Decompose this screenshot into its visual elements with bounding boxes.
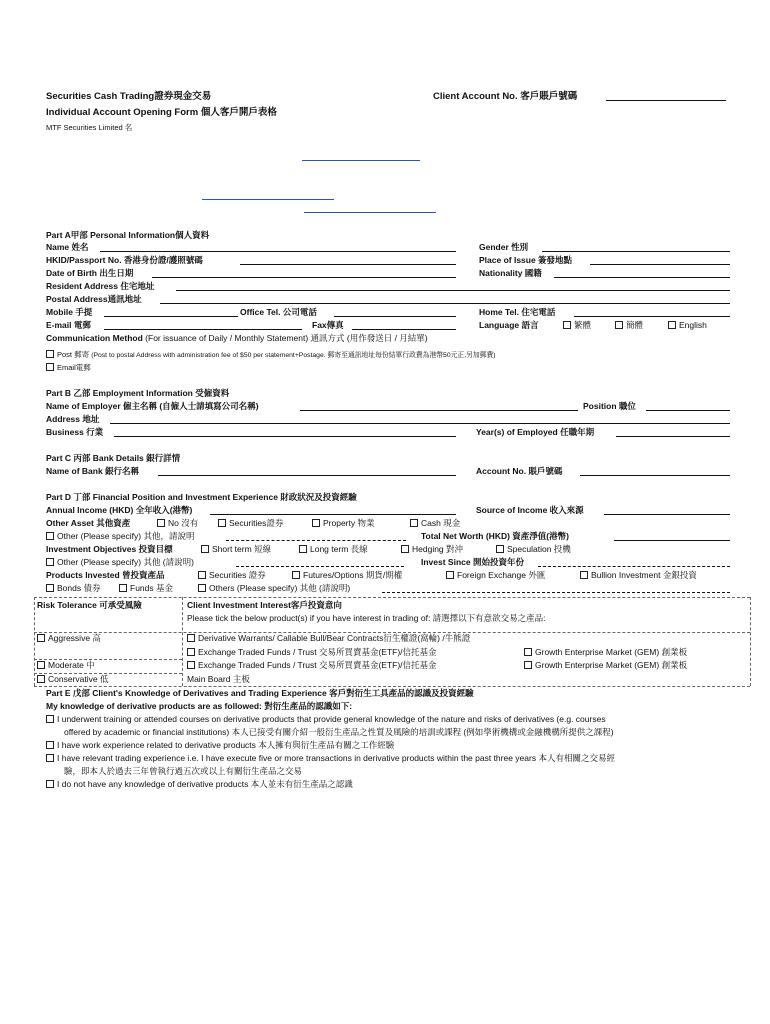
interest-main-board: Main Board 主板: [187, 674, 250, 684]
asset-property-text: Property 物業: [323, 518, 375, 528]
lang-en-option[interactable]: [668, 321, 707, 330]
interest-gem1-checkbox[interactable]: [524, 648, 532, 656]
obj-other-option[interactable]: [46, 558, 194, 567]
asset-other-field[interactable]: [226, 540, 406, 541]
email-label: E-mail 電郵: [46, 320, 91, 330]
table-border-left: [34, 597, 35, 686]
risk-tolerance-heading: Risk Tolerance 可承受風險: [37, 600, 142, 610]
interest-derivative-option[interactable]: [187, 634, 470, 643]
prod-others-option[interactable]: [198, 584, 350, 593]
asset-securities-option[interactable]: [218, 519, 283, 528]
lang-simp-option[interactable]: [615, 321, 643, 330]
email-option[interactable]: [46, 363, 91, 372]
knowledge-item-1-cont: offered by academic or financial institutions) 本人已接受有關介紹一般衍生產品之性質及風險的培訓或課程 (例如學術機構或金融機構所提供之課程): [64, 727, 614, 737]
invest-since-label: Invest Since 開始投資年份: [421, 557, 524, 567]
email-option-text: Email電郵: [57, 363, 91, 372]
prod-securities-text: Securities 證券: [209, 570, 266, 580]
prod-funds-text: Funds 基金: [130, 583, 173, 593]
risk-aggressive-text: Aggressive 高: [48, 633, 101, 643]
total-net-worth-field[interactable]: [614, 540, 730, 541]
obj-long-text: Long term 長線: [310, 544, 368, 554]
asset-cash-checkbox[interactable]: [410, 519, 418, 527]
prod-others-checkbox[interactable]: [198, 584, 206, 592]
employer-field[interactable]: [300, 410, 578, 411]
obj-long-checkbox[interactable]: [299, 545, 307, 553]
office-tel-label: Office Tel. 公司電話: [240, 307, 317, 317]
risk-conservative-option[interactable]: [37, 675, 108, 684]
products-invested-label: Products Invested 曾投資產品: [46, 570, 165, 580]
comm-method-row: [46, 334, 428, 343]
part-e-heading: Part E 戊部 Client's Knowledge of Derivatives and Trading Experience 客戶對衍生工具產品的認識及投資經驗: [46, 688, 474, 698]
interest-gem2-checkbox[interactable]: [524, 661, 532, 669]
annual-income-label: Annual Income (HKD) 全年收入(港幣): [46, 505, 193, 515]
knowledge-item-4-checkbox[interactable]: [46, 780, 54, 788]
knowledge-item-3[interactable]: [46, 754, 615, 763]
post-checkbox[interactable]: [46, 350, 54, 358]
business-field[interactable]: [114, 436, 456, 437]
bank-name-field[interactable]: [158, 475, 456, 476]
name-field[interactable]: [100, 251, 456, 252]
prod-bonds-checkbox[interactable]: [46, 584, 54, 592]
knowledge-item-3-text: I have relevant trading experience i.e. I have execute five or more transactions in derivative products within the past three years 本人有相關之交易經: [57, 753, 615, 763]
fax-field[interactable]: [352, 329, 456, 330]
knowledge-item-2-checkbox[interactable]: [46, 741, 54, 749]
form-subtitle: Individual Account Opening Form 個人客戶開戶表格: [46, 107, 277, 118]
knowledge-item-3-cont: 驗，即本人於過去三年曾執行過五次或以上有關衍生產品之交易: [64, 766, 303, 776]
place-issue-label: Place of Issue 簽發地點: [479, 255, 573, 265]
home-tel-field[interactable]: [574, 316, 730, 317]
knowledge-item-4[interactable]: [46, 780, 353, 789]
obj-spec-text: Speculation 投機: [507, 544, 571, 554]
lang-trad-text: 繁體: [574, 320, 592, 330]
asset-cash-option[interactable]: [410, 519, 460, 528]
prod-futures-option[interactable]: [292, 571, 402, 580]
obj-other-checkbox[interactable]: [46, 558, 54, 566]
interest-etf2-checkbox[interactable]: [187, 661, 195, 669]
inv-objectives-label: Investment Objectives 投資目標: [46, 544, 173, 554]
risk-conservative-checkbox[interactable]: [37, 675, 45, 683]
lang-en-checkbox[interactable]: [668, 321, 676, 329]
blue-rule-3: [304, 212, 436, 213]
client-account-field[interactable]: [606, 100, 726, 101]
blue-rule-2: [202, 199, 334, 200]
form-title: Securities Cash Trading證券現金交易: [46, 91, 212, 102]
mobile-field[interactable]: [104, 316, 238, 317]
office-tel-field[interactable]: [334, 316, 456, 317]
asset-other-checkbox[interactable]: [46, 532, 54, 540]
obj-hedging-checkbox[interactable]: [401, 545, 409, 553]
interest-etf2-text: Exchange Traded Funds / Trust 交易所買賣基金(ETF)/信托基金: [198, 660, 437, 670]
part-d-heading: Part D 丁部 Financial Position and Investment Experience 財政狀況及投資經驗: [46, 492, 357, 502]
knowledge-item-4-text: I do not have any knowledge of derivative products 本人並未有衍生產品之認識: [57, 779, 353, 789]
obj-other-field[interactable]: [236, 566, 404, 567]
prod-fx-option[interactable]: [446, 571, 545, 580]
language-label: Language 語言: [479, 320, 539, 330]
risk-moderate-checkbox[interactable]: [37, 661, 45, 669]
obj-hedging-text: Hedging 對沖: [412, 544, 464, 554]
table-border-top: [34, 597, 750, 598]
interest-subheading: Please tick the below product(s) if you have interest in trading of: 請選擇以下有意欲交易之產品:: [187, 613, 546, 623]
knowledge-item-2[interactable]: [46, 741, 394, 750]
prod-others-text: Others (Please specify) 其他 (請說明): [209, 583, 351, 593]
obj-short-option[interactable]: [201, 545, 271, 554]
interest-gem2-text: Growth Enterprise Market (GEM) 創業板: [535, 660, 688, 670]
part-e-subheading: My knowledge of derivative products are as followed: 對衍生產品的認識如下:: [46, 701, 353, 711]
post-option-text: Post 郵寄: [57, 350, 90, 359]
company-name: MTF Securities Limited 名: [46, 123, 133, 132]
asset-property-option[interactable]: [312, 519, 375, 528]
lang-simp-text: 簡體: [626, 320, 644, 330]
interest-derivative-text: Derivative Warrants/ Callable Bull/Bear Contracts衍生權證(窩輪) /牛熊證: [198, 633, 471, 643]
address-field[interactable]: [110, 423, 730, 424]
table-border-bottom: [34, 686, 750, 687]
fax-label: Fax傳真: [312, 320, 344, 330]
prod-funds-checkbox[interactable]: [119, 584, 127, 592]
postal-address-label: Postal Address通訊地址: [46, 294, 142, 304]
email-checkbox[interactable]: [46, 363, 54, 371]
nationality-label: Nationality 國籍: [479, 268, 542, 278]
invest-since-field[interactable]: [538, 566, 730, 567]
name-label: Name 姓名: [46, 242, 89, 252]
interest-gem1-text: Growth Enterprise Market (GEM) 創業板: [535, 647, 688, 657]
post-option[interactable]: [46, 350, 496, 360]
lang-simp-checkbox[interactable]: [615, 321, 623, 329]
table-border-right: [750, 597, 751, 686]
risk-moderate-option[interactable]: [37, 661, 95, 670]
lang-trad-checkbox[interactable]: [563, 321, 571, 329]
dob-field[interactable]: [152, 277, 456, 278]
source-income-field[interactable]: [604, 514, 730, 515]
obj-long-option[interactable]: [299, 545, 368, 554]
comm-method-note: (For issuance of Daily / Monthly Statement) 通訊方式 (用作發送日 / 月結單): [142, 333, 428, 343]
interest-etf2-option[interactable]: [187, 661, 437, 670]
account-no-label: Account No. 賬戶號碼: [476, 466, 563, 476]
lang-trad-option[interactable]: [563, 321, 591, 330]
asset-no-checkbox[interactable]: [157, 519, 165, 527]
interest-etf1-text: Exchange Traded Funds / Trust 交易所買賣基金(ETF)/信托基金: [198, 647, 437, 657]
risk-aggressive-checkbox[interactable]: [37, 634, 45, 642]
bank-name-label: Name of Bank 銀行名稱: [46, 466, 140, 476]
email-field[interactable]: [104, 329, 302, 330]
years-employed-field[interactable]: [616, 436, 730, 437]
asset-no-text: No 沒有: [168, 518, 199, 528]
obj-hedging-option[interactable]: [401, 545, 463, 554]
knowledge-item-1[interactable]: [46, 715, 606, 724]
interest-gem1-option[interactable]: [524, 648, 687, 657]
years-employed-label: Year(s) of Employed 任職年期: [476, 427, 595, 437]
obj-other-text: Other (Please specify) 其他 (請說明): [57, 557, 194, 567]
hkid-field[interactable]: [240, 264, 456, 265]
table-border-mid: [182, 597, 183, 686]
home-tel-label: Home Tel. 住宅電話: [479, 307, 556, 317]
prod-securities-checkbox[interactable]: [198, 571, 206, 579]
risk-aggressive-option[interactable]: [37, 634, 101, 643]
prod-bonds-text: Bonds 債券: [57, 583, 101, 593]
prod-futures-checkbox[interactable]: [292, 571, 300, 579]
interest-etf1-checkbox[interactable]: [187, 648, 195, 656]
prod-funds-option[interactable]: [119, 584, 173, 593]
gender-label: Gender 性別: [479, 242, 529, 252]
part-b-heading: Part B 乙部 Employment Information 受僱資料: [46, 388, 230, 398]
account-no-field[interactable]: [580, 475, 730, 476]
client-account-label: Client Account No. 客戶賬戶號碼: [433, 91, 578, 102]
obj-spec-checkbox[interactable]: [496, 545, 504, 553]
prod-bullion-checkbox[interactable]: [580, 571, 588, 579]
gender-field[interactable]: [542, 251, 730, 252]
obj-spec-option[interactable]: [496, 545, 571, 554]
asset-other-text: Other (Please specify) 其他，請說明: [57, 531, 195, 541]
hkid-label: HKID/Passport No. 香港身份證/護照號碼: [46, 255, 203, 265]
asset-property-checkbox[interactable]: [312, 519, 320, 527]
knowledge-item-1-checkbox[interactable]: [46, 715, 54, 723]
asset-securities-checkbox[interactable]: [218, 519, 226, 527]
address-label: Address 地址: [46, 414, 100, 424]
risk-conservative-text: Conservative 低: [48, 674, 109, 684]
knowledge-item-1-text: I underwent training or attended courses on derivative products that provide general knowledge of the nature and risks of derivatives (e.g. courses: [57, 714, 606, 724]
part-a-heading: Part A甲部 Personal Information個人資料: [46, 230, 210, 240]
prod-fx-text: Foreign Exchange 外匯: [457, 570, 546, 580]
prod-bullion-option[interactable]: [580, 571, 697, 580]
source-income-label: Source of Income 收入來源: [476, 505, 584, 515]
asset-no-option[interactable]: [157, 519, 198, 528]
obj-short-checkbox[interactable]: [201, 545, 209, 553]
interest-gem2-option[interactable]: [524, 661, 687, 670]
business-label: Business 行業: [46, 427, 104, 437]
mobile-label: Mobile 手提: [46, 307, 93, 317]
annual-income-field[interactable]: [210, 514, 456, 515]
asset-securities-text: Securities證券: [229, 518, 284, 528]
obj-short-text: Short term 短線: [212, 544, 272, 554]
knowledge-item-3-checkbox[interactable]: [46, 754, 54, 762]
prod-fx-checkbox[interactable]: [446, 571, 454, 579]
prod-securities-option[interactable]: [198, 571, 266, 580]
employer-label: Name of Employer 僱主名稱 (自僱人士請填寫公司名稱): [46, 401, 259, 411]
position-field[interactable]: [646, 410, 730, 411]
other-asset-label: Other Asset 其他資產: [46, 518, 131, 528]
post-option-note: (Post to postal Address with administration fee of $50 per statement+Postage. 郵寄至通訊地址每份結單行政費為港幣50元正,另加郵費): [91, 352, 496, 359]
prod-others-field[interactable]: [382, 592, 730, 593]
nationality-field[interactable]: [554, 277, 730, 278]
asset-cash-text: Cash 現金: [421, 518, 461, 528]
part-c-heading: Part C 丙部 Bank Details 銀行詳情: [46, 453, 181, 463]
comm-method-label: Communication Method: [46, 333, 143, 343]
resident-address-label: Resident Address 住宅地址: [46, 281, 155, 291]
resident-address-field[interactable]: [176, 290, 730, 291]
place-issue-field[interactable]: [590, 264, 730, 265]
lang-en-text: English: [679, 320, 707, 330]
knowledge-item-2-text: I have work experience related to derivative products 本人擁有與衍生產品有關之工作經驗: [57, 740, 395, 750]
asset-other-option[interactable]: [46, 532, 194, 541]
position-label: Position 職位: [583, 401, 636, 411]
interest-heading: Client Investment Interest客戶投資意向: [187, 600, 342, 610]
risk-moderate-text: Moderate 中: [48, 660, 95, 670]
interest-etf1-option[interactable]: [187, 648, 437, 657]
prod-futures-text: Futures/Options 期貨/期權: [303, 570, 403, 580]
interest-derivative-checkbox[interactable]: [187, 634, 195, 642]
prod-bullion-text: Bullion Investment 金銀投資: [591, 570, 697, 580]
total-net-worth-label: Total Net Worth (HKD) 資產淨值(港幣): [421, 531, 569, 541]
postal-address-field[interactable]: [160, 303, 730, 304]
blue-rule-1: [302, 160, 420, 161]
prod-bonds-option[interactable]: [46, 584, 100, 593]
dob-label: Date of Birth 出生日期: [46, 268, 134, 278]
